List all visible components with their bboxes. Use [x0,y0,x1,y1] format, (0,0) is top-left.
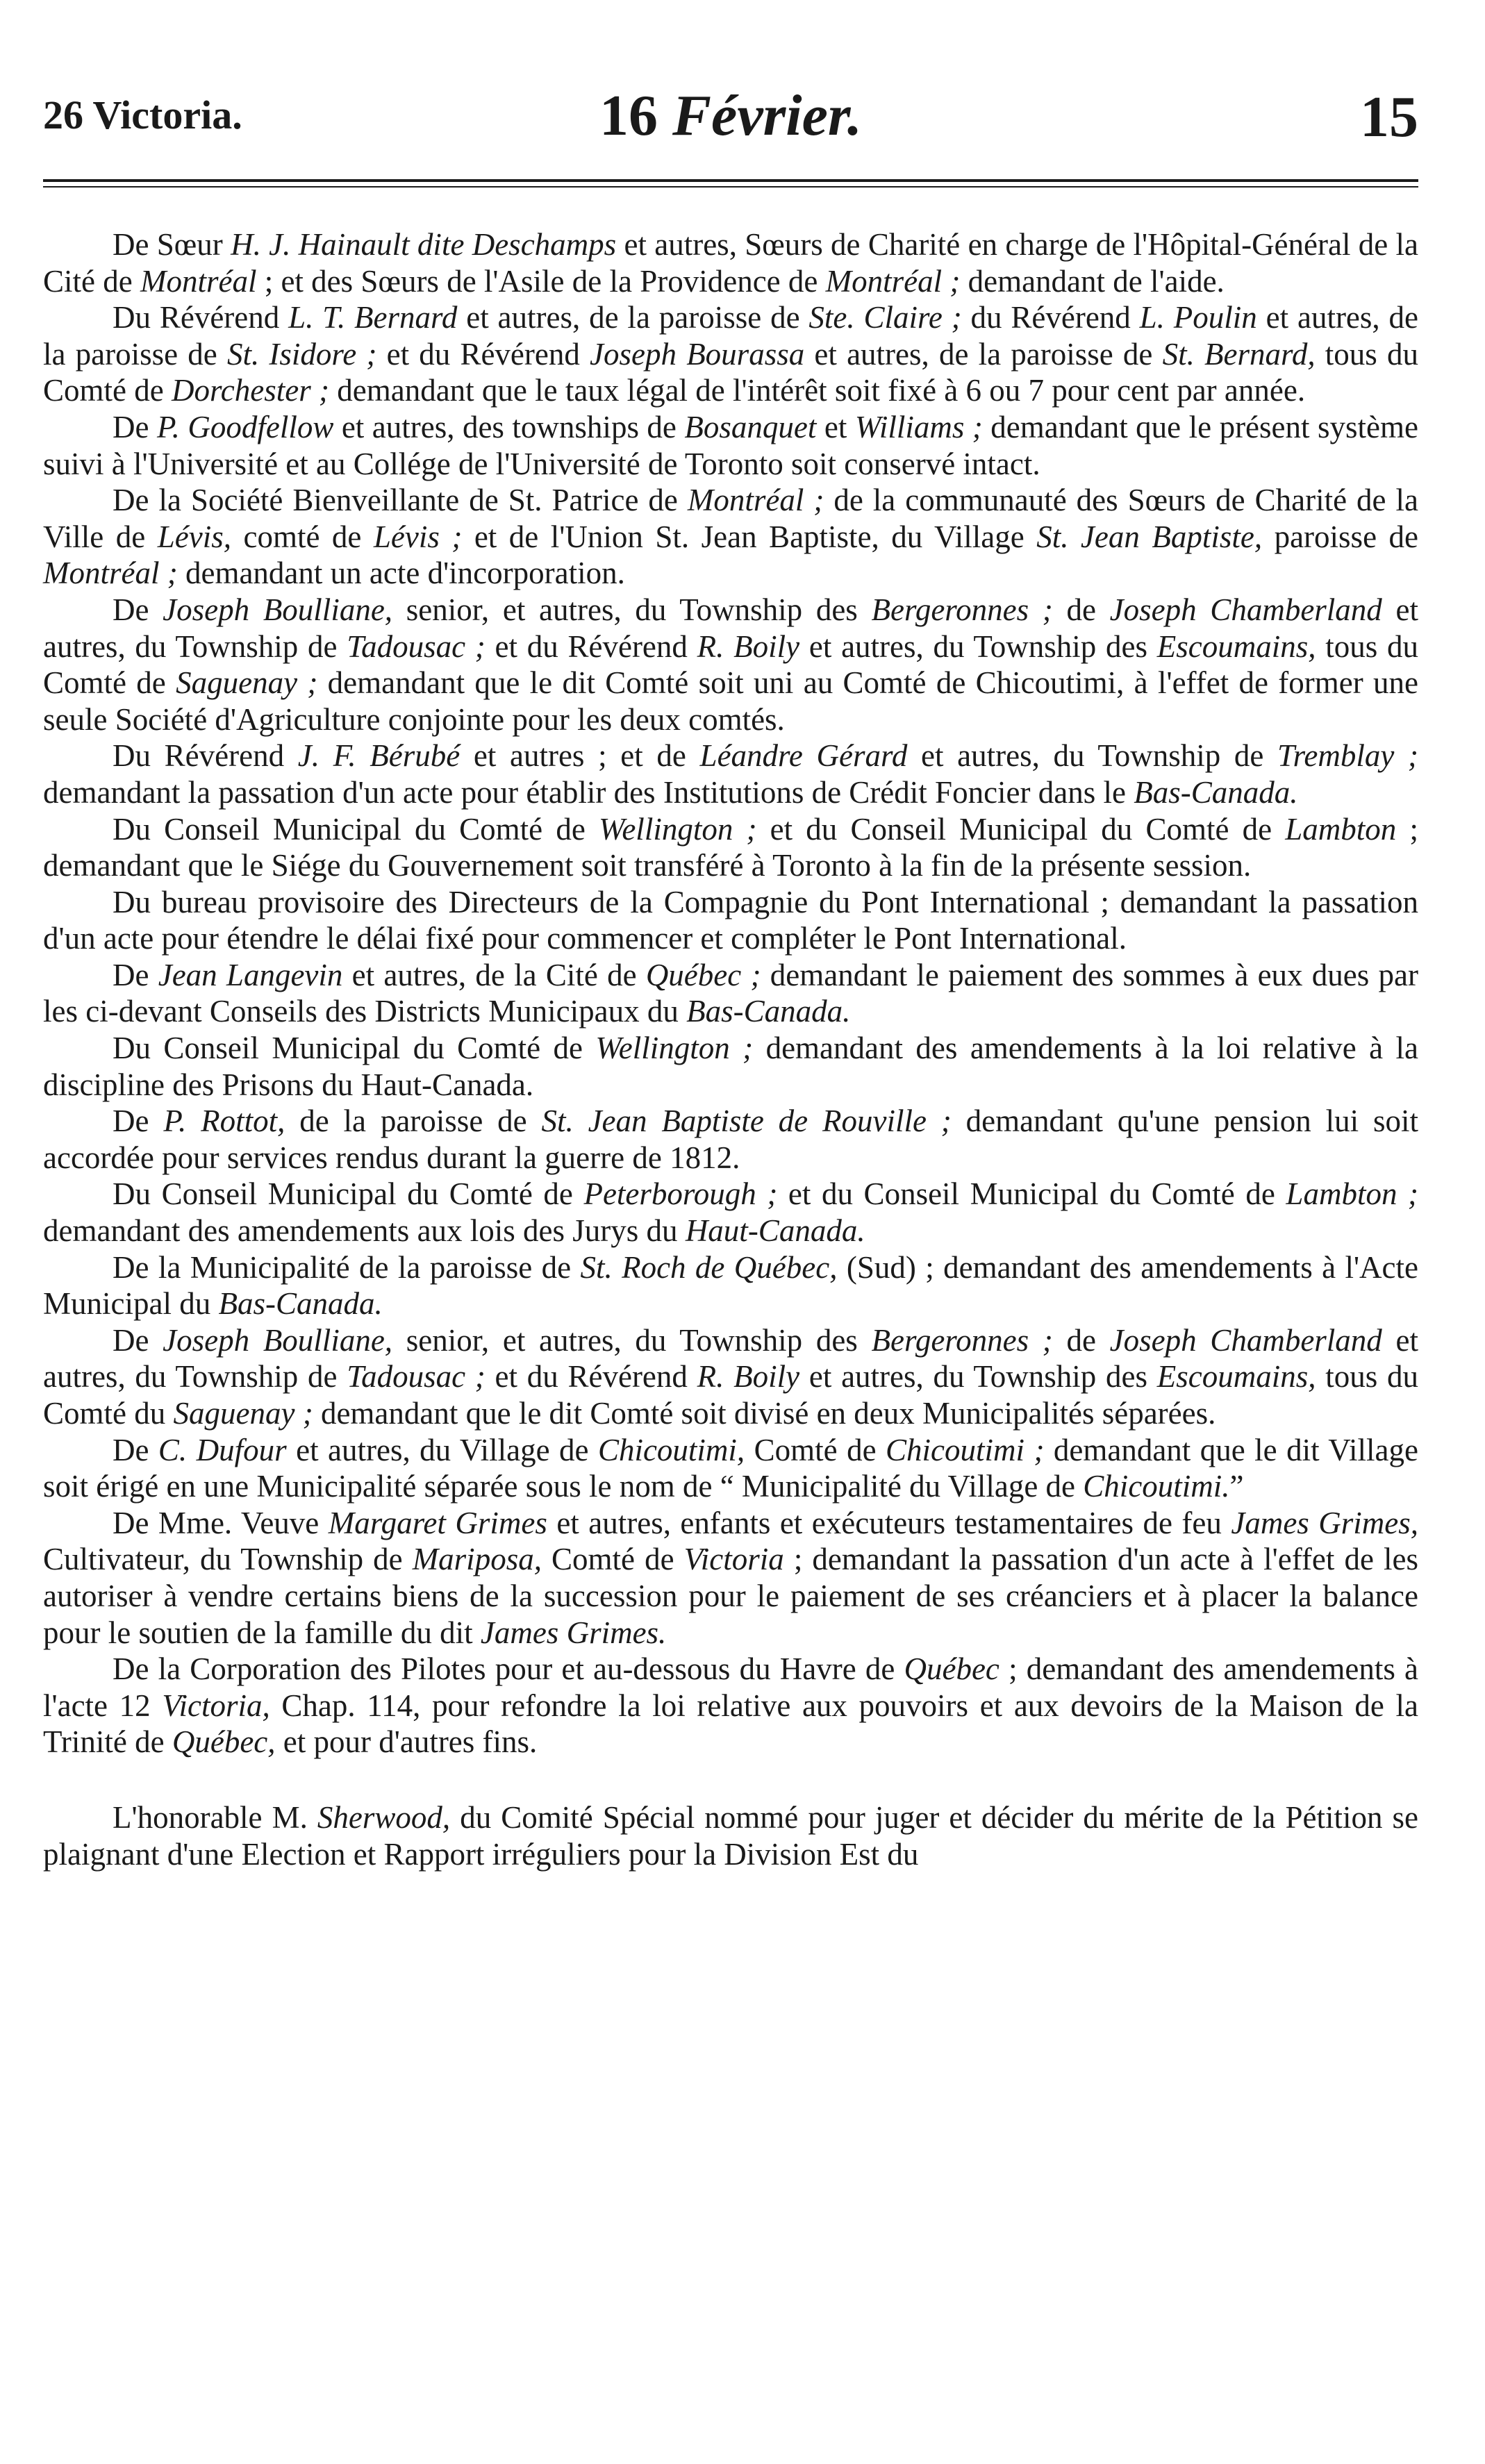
text-run: De [113,592,163,627]
petition-paragraph [43,1103,1418,1176]
italic-name: Ste. Claire ; [808,300,962,335]
italic-name: Margaret Grimes [328,1505,547,1540]
text-run: ; demandant des amendements à l'acte 12 [43,1651,1418,1723]
text-run: et [816,409,855,444]
text-run: et autres, de la paroisse de [43,300,1418,372]
text-run: ; demandant que le Siége du Gouvernement soit transféré à Toronto à la fin de la présente session. [43,811,1418,883]
italic-name: R. Boily [697,1359,800,1395]
italic-name: St. Jean Baptiste, [1036,519,1263,554]
text-run: De [113,1322,163,1358]
text-run: et autres, de la paroisse de [804,336,1163,372]
text-run: Du Conseil Municipal du Comté de [113,811,599,847]
italic-name: Chicoutimi, [597,1432,745,1467]
text-run: demandant qu'une pension lui soit accordée pour services rendus durant la guerre de 1812. [43,1104,1418,1175]
date-month: Février. [672,83,862,148]
text-run: demandant de l'aide. [960,263,1225,299]
italic-name: Victoria [683,1542,784,1577]
italic-name: Montréal ; [825,263,961,299]
italic-name: Bosanquet [684,409,817,444]
petition-list [43,226,1418,1760]
text-run: De Mme. Veuve [113,1505,329,1540]
italic-name: James Grimes, [1231,1505,1419,1540]
text-run: ; demandant la passation d'un acte à l'effet de les autoriser à vendre certains biens de la succession pour le paiement de ses créanciers et à placer la balance pour le soutien de la famille du dit [43,1542,1418,1650]
petition-paragraph [43,592,1418,738]
text-run: et autres, du Village de [286,1432,598,1467]
italic-name: Bas-Canada. [686,994,851,1029]
text-run: Du Conseil Municipal du Comté de [113,1031,596,1066]
date-day: 16 [599,83,658,148]
italic-name: Peterborough ; [583,1176,778,1212]
italic-name: Bergeronnes ; [871,592,1053,627]
text-run: tous du Comté de [43,336,1418,408]
text-run: De [113,1432,158,1467]
petition-paragraph [43,1432,1418,1505]
text-run: Du Conseil Municipal du Comté de [113,1176,584,1212]
italic-name: Lévis, [157,519,231,554]
italic-name: Montréal ; [43,556,178,591]
page-number: 15 [1360,85,1418,149]
text-run: Du Révérend [113,300,289,335]
petition-paragraph [43,482,1418,592]
italic-name: Québec ; [645,957,761,992]
text-run: De [113,409,157,444]
text-run: comté de [231,519,374,554]
text-run: demandant des amendements aux lois des Jurys du [43,1213,686,1249]
text-run: Du Révérend [113,738,298,774]
italic-name: Dorchester ; [171,373,329,408]
text-run: Du bureau provisoire des Directeurs de la Compagnie du Pont International ; demandant la passation d'un acte pour étendre le délai fixé pour commencer et compléter le Pont International. [43,884,1418,956]
italic-name: Joseph Chamberland [1109,592,1382,627]
text-run: senior, et autres, du Township des [392,592,872,627]
italic-name: Joseph Bourassa [590,336,805,372]
text-run: Chap. 114, pour refondre la loi relative aux pouvoirs et aux devoirs de la Maison de la Trinité de [43,1688,1418,1760]
italic-name: Jean Langevin [158,957,343,992]
text-run: de [1052,592,1110,627]
text-run: demandant un acte d'incorporation. [177,556,625,591]
text-run: ” [1229,1469,1244,1504]
text-run: De [113,957,158,992]
italic-name: Escoumains, [1156,1359,1316,1395]
text-run: et du Conseil Municipal du Comté de [756,811,1286,847]
italic-name: R. Boily [697,629,800,664]
text-run: et autres, du Township de [43,1322,1418,1395]
italic-name: Bas-Canada. [1134,774,1298,810]
italic-name: Lambton [1285,811,1397,847]
text-run: De Sœur [113,227,231,262]
text-run: du Révérend [961,300,1140,335]
italic-name: L. T. Bernard [288,300,458,335]
italic-name: Joseph Boulliane, [163,592,393,627]
italic-name: Bergeronnes ; [871,1322,1053,1358]
italic-name: C. Dufour [158,1432,287,1467]
text-run: demandant que le dit Comté soit divisé en deux Municipalités séparées. [313,1396,1216,1431]
italic-name: Léandre Gérard [699,738,908,774]
petition-paragraph [43,957,1418,1030]
italic-name: Saguenay ; [173,1396,313,1431]
italic-name: St. Bernard, [1162,336,1316,372]
text-run: De la Corporation des Pilotes pour et au-dessous du Havre de [113,1651,904,1687]
text-run: et autres, Sœurs de Charité en charge de l'Hôpital-Général de la Cité de [43,227,1419,299]
italic-name: Montréal ; [687,483,824,518]
italic-name: Mariposa, [412,1542,542,1577]
text-run: et autres, du Township des [799,629,1157,664]
header-rule-thin [43,186,1418,188]
text-run: demandant que le dit Comté soit uni au Comté de Chicoutimi, à l'effet de former une seule Société d'Agriculture conjointe pour les deux comtés. [43,665,1418,737]
petition-paragraph [43,226,1418,299]
text-run: Comté de [745,1432,886,1467]
session-label: 26 Victoria. [43,92,242,138]
text-run: L'honorable M. [113,1799,317,1835]
text-run: et du Révérend [376,336,590,372]
text-run: et du Révérend [485,1359,697,1395]
petition-paragraph [43,1651,1418,1760]
text-run: et autres, du Township des [799,1359,1157,1395]
italic-name: L. Poulin [1139,300,1257,335]
petition-paragraph [43,811,1418,884]
text-run: Comté de [541,1542,684,1577]
text-run: de la communauté des Sœurs de Charité de la Ville de [43,483,1418,554]
italic-name: Québec, [172,1724,276,1760]
italic-name: Québec [904,1651,999,1687]
italic-name: Lambton ; [1286,1176,1419,1212]
text-run: demandant que le dit Village soit érigé en une Municipalité séparée sous le nom de “ Municipalité du Village de [43,1432,1418,1504]
italic-name: James Grimes. [480,1615,667,1650]
italic-name: P. Rottot, [163,1104,285,1139]
italic-name: Tadousac ; [347,1359,486,1395]
petition-paragraph [43,299,1418,409]
italic-name: St. Jean Baptiste de Rouville ; [541,1104,952,1139]
petition-paragraph [43,884,1418,957]
text-run: de la paroisse de [285,1104,542,1139]
text-run: demandant le paiement des sommes à eux dues par les ci-devant Conseils des Districts Municipaux du [43,957,1418,1029]
committee-report-paragraph [43,1799,1418,1872]
text-run: et autres, du Township de [43,592,1418,664]
italic-name: Bas-Canada. [218,1286,383,1322]
italic-name: H. J. Hainault dite Deschamps [231,227,617,262]
italic-name: Wellington ; [595,1031,754,1066]
text-run: et autres, de la Cité de [342,957,646,992]
petition-paragraph [43,1322,1418,1432]
text-run: demandant que le taux légal de l'intérêt soit fixé à 6 ou 7 pour cent par année. [329,373,1306,408]
italic-name: Montréal [140,263,257,299]
text-run: De la Société Bienveillante de St. Patrice de [113,483,688,518]
text-run: De la Municipalité de la paroisse de [113,1249,581,1285]
italic-name: Joseph Chamberland [1109,1322,1382,1358]
italic-name: Joseph Boulliane, [163,1322,393,1358]
section-gap [43,1760,1418,1799]
text-run: et pour d'autres fins. [275,1724,538,1760]
text-run: demandant que le présent système suivi à l'Université et au Collége de l'Université de Toronto soit conservé intact. [43,409,1418,481]
petition-paragraph [43,738,1418,810]
text-run: Cultivateur, du Township de [43,1542,413,1577]
text-run: et autres, des townships de [333,409,685,444]
italic-name: Tremblay ; [1277,738,1419,774]
text-run: et du Révérend [485,629,697,664]
italic-name: P. Goodfellow [156,409,334,444]
italic-name: Haut-Canada. [685,1213,865,1249]
petition-paragraph [43,1249,1418,1322]
text-run: et du Conseil Municipal du Comté de [777,1176,1286,1212]
text-run: De [113,1104,164,1139]
italic-name: Wellington ; [598,811,757,847]
italic-name: St. Roch de Québec, [580,1249,838,1285]
italic-name: Saguenay ; [176,665,318,701]
italic-name: St. Isidore ; [226,336,377,372]
page-header [43,82,1418,158]
italic-name: Tadousac ; [347,629,486,664]
petition-paragraph [43,1176,1418,1249]
italic-name: Sherwood, [317,1799,451,1835]
page-date [43,82,1418,149]
text-run: tous du Comté de [43,629,1418,701]
text-run: (Sud) ; demandant des amendements à l'Acte Municipal du [43,1249,1418,1322]
text-run: et autres, enfants et exécuteurs testamentaires de feu [547,1505,1231,1540]
italic-name: Escoumains, [1156,629,1316,664]
italic-name: Lévis ; [373,519,463,554]
text-run: ; et des Sœurs de l'Asile de la Providence de [256,263,826,299]
text-run: du Comité Spécial nommé pour juger et décider du mérite de la Pétition se plaignant d'une Election et Rapport irréguliers pour la Division Est du [43,1799,1419,1872]
header-rule-thick [43,179,1418,182]
page-body [43,226,1418,1872]
italic-name: J. F. Bérubé [297,738,461,774]
petition-paragraph [43,409,1418,482]
text-run: senior, et autres, du Township des [392,1322,872,1358]
petition-paragraph [43,1505,1418,1651]
text-run: et autres ; et de [460,738,700,774]
text-run: et autres, de la paroisse de [457,300,809,335]
italic-name: Chicoutimi ; [886,1432,1045,1467]
text-run: tous du Comté du [43,1359,1418,1431]
italic-name: Victoria, [162,1688,270,1723]
text-run: et de l'Union St. Jean Baptiste, du Village [462,519,1037,554]
text-run: et autres, du Township de [907,738,1278,774]
petition-paragraph [43,1030,1418,1103]
text-run: demandant des amendements à la loi relative à la discipline des Prisons du Haut-Canada. [43,1031,1419,1102]
italic-name: Williams ; [854,409,983,444]
text-run: demandant la passation d'un acte pour établir des Institutions de Crédit Foncier dans le [43,774,1134,810]
text-run: paroisse de [1262,519,1418,554]
italic-name: Chicoutimi. [1083,1469,1230,1504]
text-run: de [1052,1322,1110,1358]
